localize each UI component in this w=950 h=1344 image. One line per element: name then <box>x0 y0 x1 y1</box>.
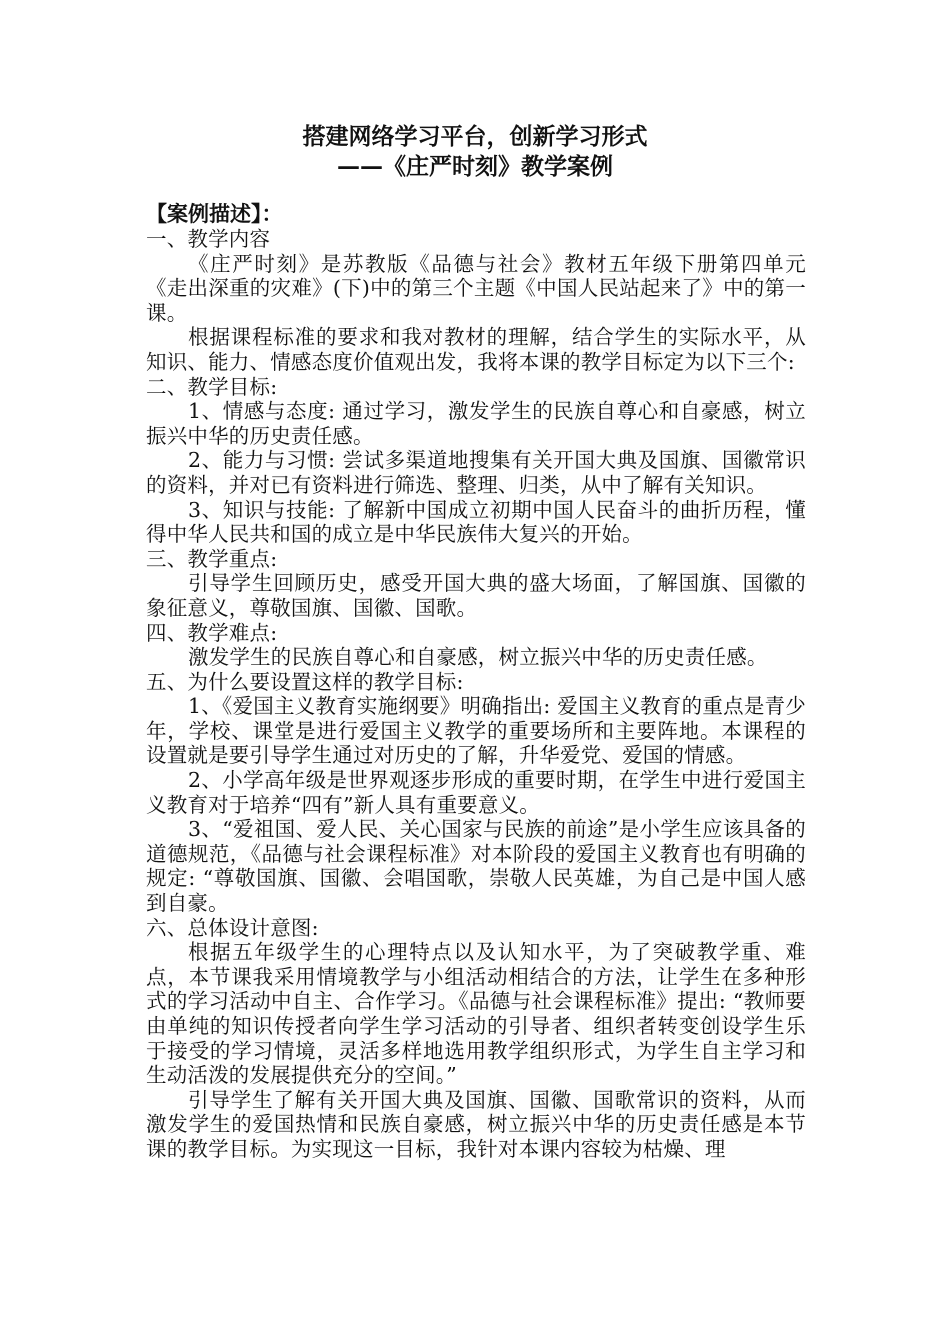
body-paragraph: 2、小学高年级是世界观逐步形成的重要时期，在学生中进行爱国主义教育对于培养“四有”新人具有重要意义。 <box>146 768 806 817</box>
document-title: 搭建网络学习平台，创新学习形式 <box>302 123 648 150</box>
body-paragraph: 1、《爱国主义教育实施纲要》明确指出: 爱国主义教育的重点是青少年，学校、课堂是进行爱国主义教学的重要场所和主要阵地。本课程的设置就是要引导学生通过对历史的了解，升华爱党、爱国的情感。 <box>146 694 806 768</box>
section-heading: 一、教学内容 <box>146 227 271 251</box>
case-description-heading: 【案例描述】： <box>146 201 283 226</box>
section-heading: 五、为什么要设置这样的教学目标: <box>146 669 464 694</box>
section-heading: 四、教学难点: <box>146 620 278 645</box>
document-body <box>146 227 806 1162</box>
section-heading: 二、教学目标: <box>146 374 278 399</box>
body-paragraph: 2、能力与习惯: 尝试多渠道地搜集有关开国大典及国旗、国徽常识的资料，并对已有资料进行筛选、整理、归类，从中了解有关知识。 <box>146 448 806 497</box>
body-paragraph: 1、情感与态度: 通过学习，激发学生的民族自尊心和自豪感，树立振兴中华的历史责任感。 <box>146 399 806 448</box>
body-paragraph: 《庄严时刻》是苏教版《品德与社会》教材五年级下册第四单元《走出深重的灾难》(下)中的第三个主题《中国人民站起来了》中的第一课。 <box>146 251 806 325</box>
body-paragraph: 引导学生回顾历史，感受开国大典的盛大场面，了解国旗、国徽的象征意义，尊敬国旗、国徽、国歌。 <box>146 571 806 620</box>
body-paragraph: 3、“爱祖国、爱人民、关心国家与民族的前途”是小学生应该具备的道德规范，《品德与社会课程标准》对本阶段的爱国主义教育也有明确的规定: “尊敬国旗、国徽、会唱国歌，崇敬人民英雄，为自己是中国人感到自豪。 <box>146 817 806 916</box>
document-subtitle: ——《庄严时刻》教学案例 <box>337 153 613 180</box>
body-paragraph: 激发学生的民族自尊心和自豪感，树立振兴中华的历史责任感。 <box>188 645 768 670</box>
section-heading: 三、教学重点: <box>146 546 278 571</box>
body-paragraph: 根据五年级学生的心理特点以及认知水平，为了突破教学重、难点，本节课我采用情境教学与小组活动相结合的方法，让学生在多种形式的学习活动中自主、合作学习。《品德与社会课程标准》提出: “教师要由单纯的知识传授者向学生学习活动的引导者、组织者转变创设学生乐于接受的学习情境，灵活多样地选用教学组织形式，为学生自主学习和生动活泼的发展提供充分的空间。” <box>146 940 806 1088</box>
body-paragraph: 根据课程标准的要求和我对教材的理解，结合学生的实际水平，从知识、能力、情感态度价值观出发，我将本课的教学目标定为以下三个: <box>146 325 806 374</box>
section-heading: 六、总体设计意图: <box>146 915 319 940</box>
body-paragraph: 3、知识与技能: 了解新中国成立初期中国人民奋斗的曲折历程，懂得中华人民共和国的成立是中华民族伟大复兴的开始。 <box>146 497 806 547</box>
body-paragraph: 引导学生了解有关开国大典及国旗、国徽、国歌常识的资料，从而激发学生的爱国热情和民族自豪感，树立振兴中华的历史责任感是本节课的教学目标。为实现这一目标，我针对本课内容较为枯燥、理 <box>146 1087 806 1161</box>
